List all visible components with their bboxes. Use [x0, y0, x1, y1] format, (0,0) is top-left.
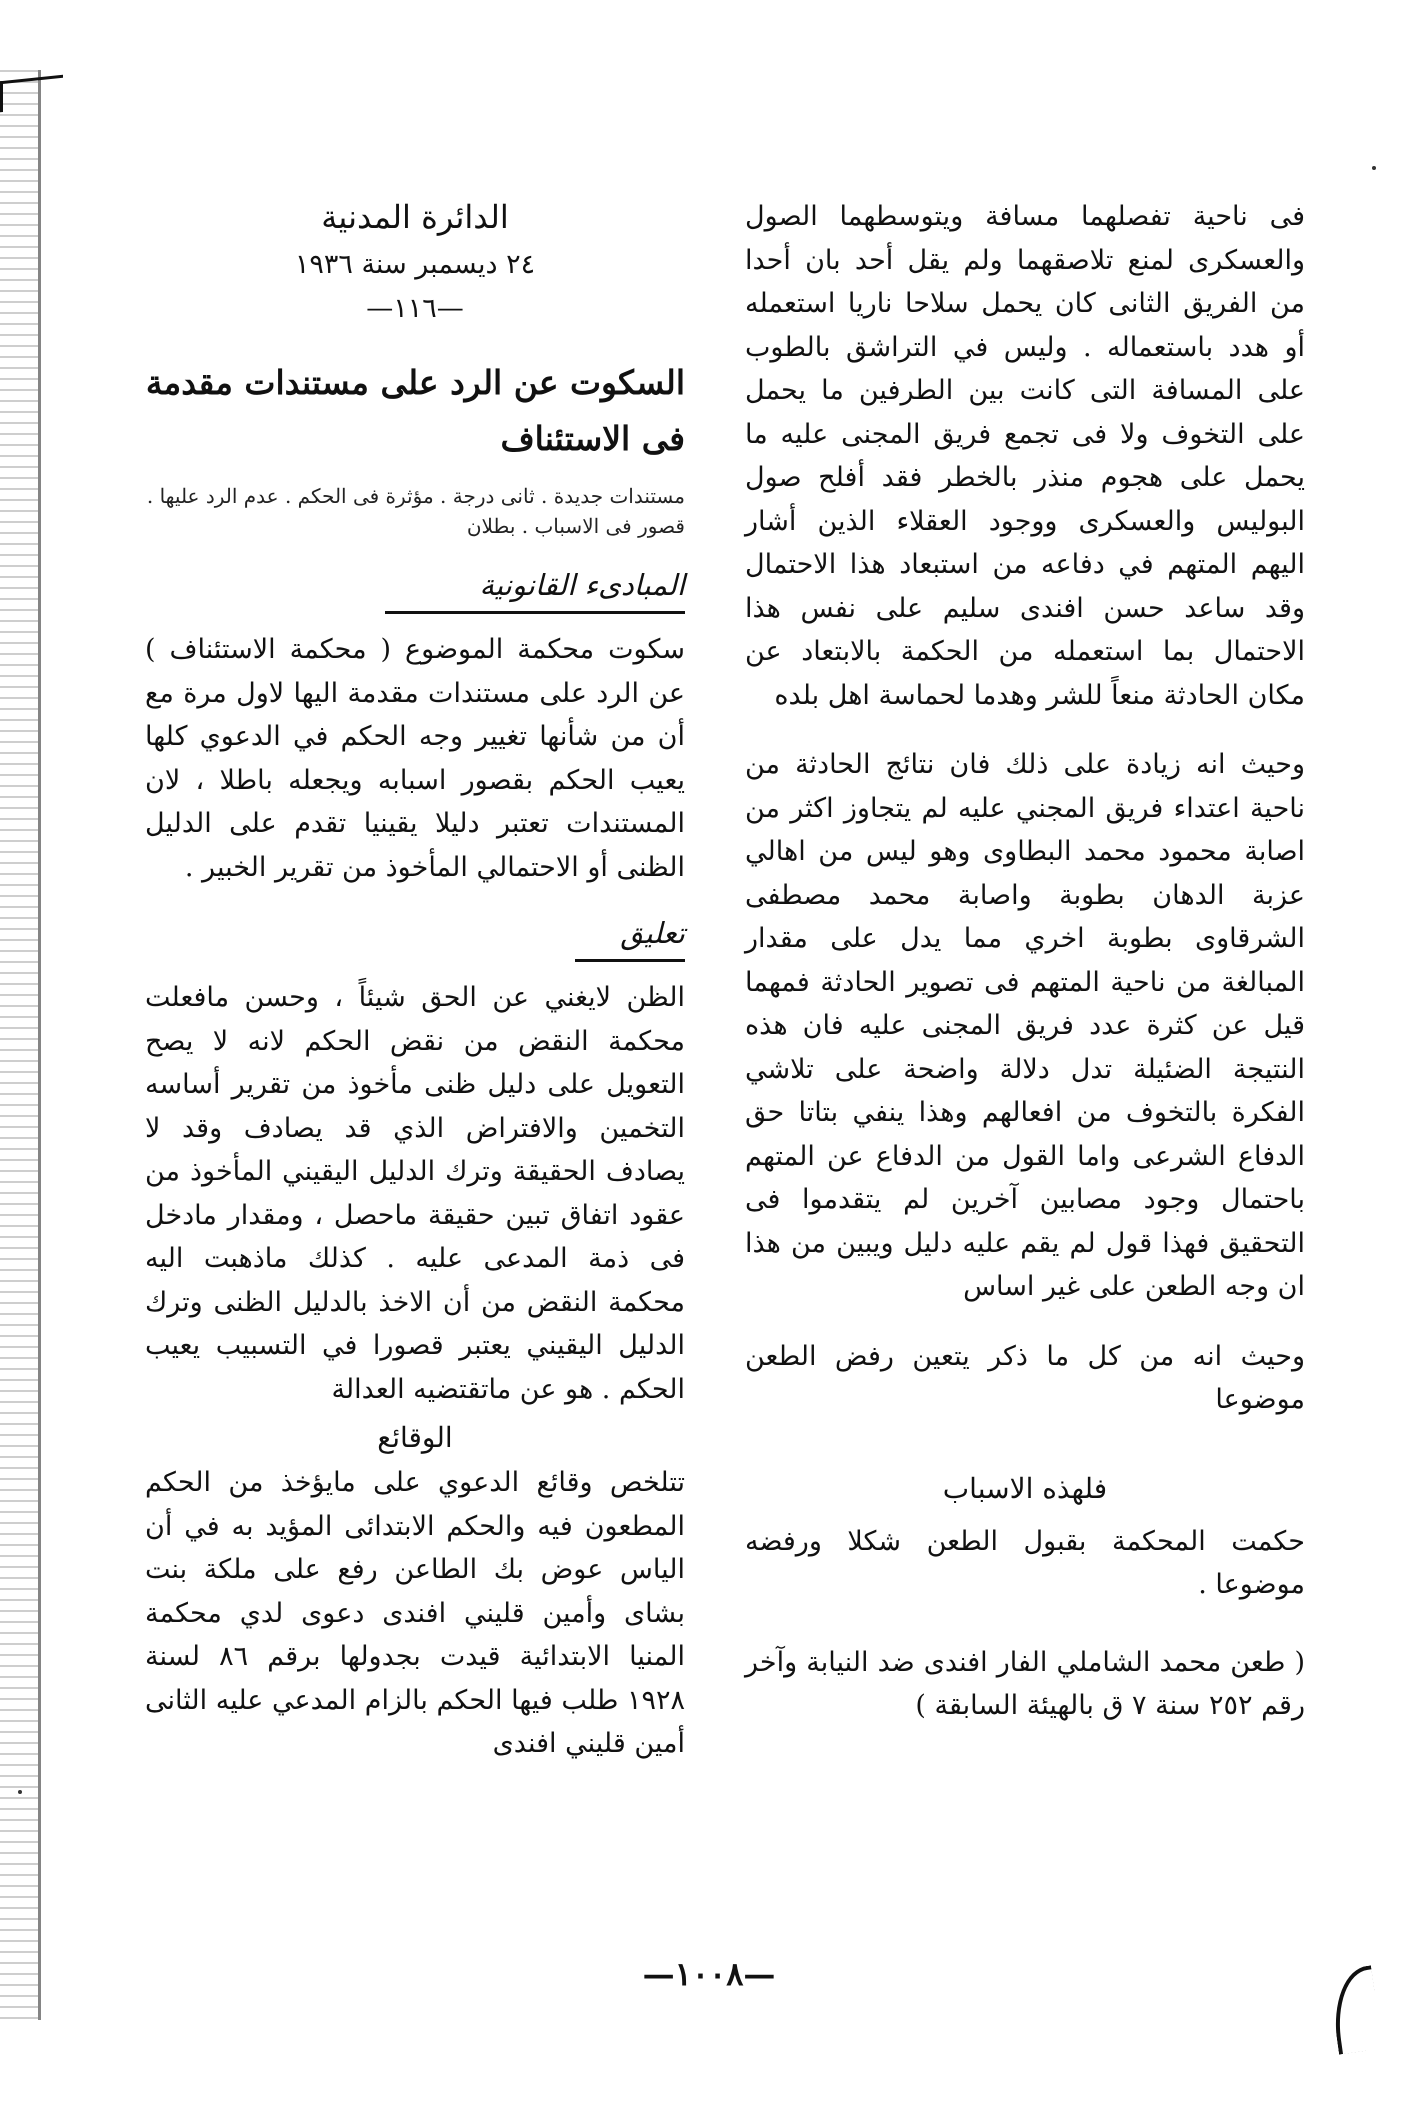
heading-underline: [385, 611, 685, 614]
case-date: ٢٤ ديسمبر سنة ١٩٣٦: [294, 249, 536, 280]
commentary-text: الظن لايغني عن الحق شيئاً ، وحسن مافعلت محكمة النقض من نقض الحكم لانه لا يصح التعويل على دليل ظنى مأخوذ من تقرير أساسه التخمين والافتراض الذي قد يصادف وقد لا يصادف الحقيقة وترك الدليل اليقيني المأخوذ من عقود اتفاق تبين حقيقة ماحصل ، ومقدار مادخل فى ذمة المدعى عليه . كذلك ماذهبت اليه محكمة النقض من أن الاخذ بالدليل الظنى وترك الدليل اليقيني يعتبر قصورا في التسبيب يعيب الحكم . هو عن ماتقتضيه العدالة: [145, 982, 685, 1405]
right-column: [745, 195, 1305, 1728]
heading-underline: [575, 959, 685, 962]
scan-binding-edge: [0, 70, 41, 2020]
page-number: —١٠٠٨—: [642, 1955, 776, 1993]
facts-text: تتلخص وقائع الدعوي على مايؤخذ من الحكم المطعون فيه والحكم الابتدائى المؤيد به في أن الياس عوض بك الطاعن رفع على ملكة بنت بشاى وأمين قليني افندى دعوى لدي محكمة المنيا الابتدائية قيدت بجدولها برقم ٨٦ لسنة ١٩٢٨ طلب فيها الحكم بالزام المدعي عليه الثانى أمين قليني افندى: [145, 1467, 685, 1759]
principles-heading: المبادىء القانونية: [479, 568, 685, 602]
paragraph-results: وحيث انه زيادة على ذلك فان نتائج الحادثة من ناحية اعتداء فريق المجني عليه لم يتجاوز اكثر من اصابة محمود محمد البطاوى وهو ليس من اهالي عزبة الدهان بطوبة واصابة محمد مصطفى الشرقاوى بطوبة اخري مما يدل على مقدار المبالغة من ناحية المتهم فى تصوير الحادثة فمهما قيل عن كثرة عدد فريق المجنى عليه فان هذه النتيجة الضئيلة تدل دلالة واضحة على تلاشي الفكرة بالتخوف من افعالهم وهذا ينفي بتاتا حق الدفاع الشرعى واما القول من الدفاع عن المتهم باحتمال وجود مصابين آخرين لم يتقدموا فى التحقيق فهذا قول لم يقم عليه دليل ويبين من هذا ان وجه الطعن على غير اساس: [745, 749, 1305, 1302]
case-header: [145, 195, 685, 329]
commentary-heading: تعليق: [620, 916, 685, 950]
keywords: مستندات جديدة . ثانى درجة . مؤثرة فى الحكم . عدم الرد عليها . قصور فى الاسباب . بطلان: [146, 484, 685, 538]
ruling-text: حكمت المحكمة بقبول الطعن شكلا ورفضه موضوعا .: [745, 1525, 1305, 1600]
left-column: [145, 195, 685, 1766]
principles-text: سكوت محكمة الموضوع ( محكمة الاستئناف ) عن الرد على مستندات مقدمة اليها لاول مرة مع أن من شأنها تغيير وجه الحكم في الدعوي كلها يعيب الحكم بقصور اسبابه ويجعله باطلا ، لان المستندات تعتبر دليلا يقينيا تقدم على الدليل الظنى أو الاحتمالي المأخوذ من تقرير الخبير .: [145, 634, 685, 883]
scan-dot: [1372, 166, 1376, 170]
paragraph-rejection: وحيث انه من كل ما ذكر يتعين رفض الطعن موضوعا: [745, 1340, 1305, 1415]
scan-corner-mark: [0, 75, 63, 113]
scan-dot: [18, 1790, 22, 1794]
subject-title: السكوت عن الرد على مستندات مقدمة فى الاستئناف: [145, 363, 685, 458]
paragraph-continuation: فى ناحية تفصلهما مسافة ويتوسطهما الصول والعسكرى لمنع تلاصقهما ولم يقل أحد بان أحدا من الفريق الثانى كان يحمل سلاحا ناريا استعمله أو هدد باستعماله . وليس في التراشق بالطوب على المسافة التى كانت بين الطرفين ما يحمل على التخوف ولا فى تجمع فريق المجنى عليه ما يحمل على هجوم منذر بالخطر فقد أفلح صول البوليس والعسكرى ووجود العقلاء الذين أشار اليهم المتهم في دفاعه من استبعاد هذا الاحتمال وقد ساعد حسن افندى سليم على نفس هذا الاحتمال بما استعمله من الحكمة بالابتعاد عن مكان الحادثة منعاً للشر وهدما لحماسة اهل بلده: [745, 201, 1305, 711]
ruling-heading: فلهذه الاسباب: [942, 1471, 1108, 1505]
facts-heading: الوقائع: [377, 1421, 453, 1454]
case-citation: ( طعن محمد الشاملي الفار افندى ضد النيابة وآخر رقم ٢٥٢ سنة ٧ ق بالهيئة السابقة ): [745, 1646, 1305, 1721]
court-name: الدائرة المدنية: [321, 198, 509, 236]
case-number: —١١٦—: [366, 293, 464, 324]
